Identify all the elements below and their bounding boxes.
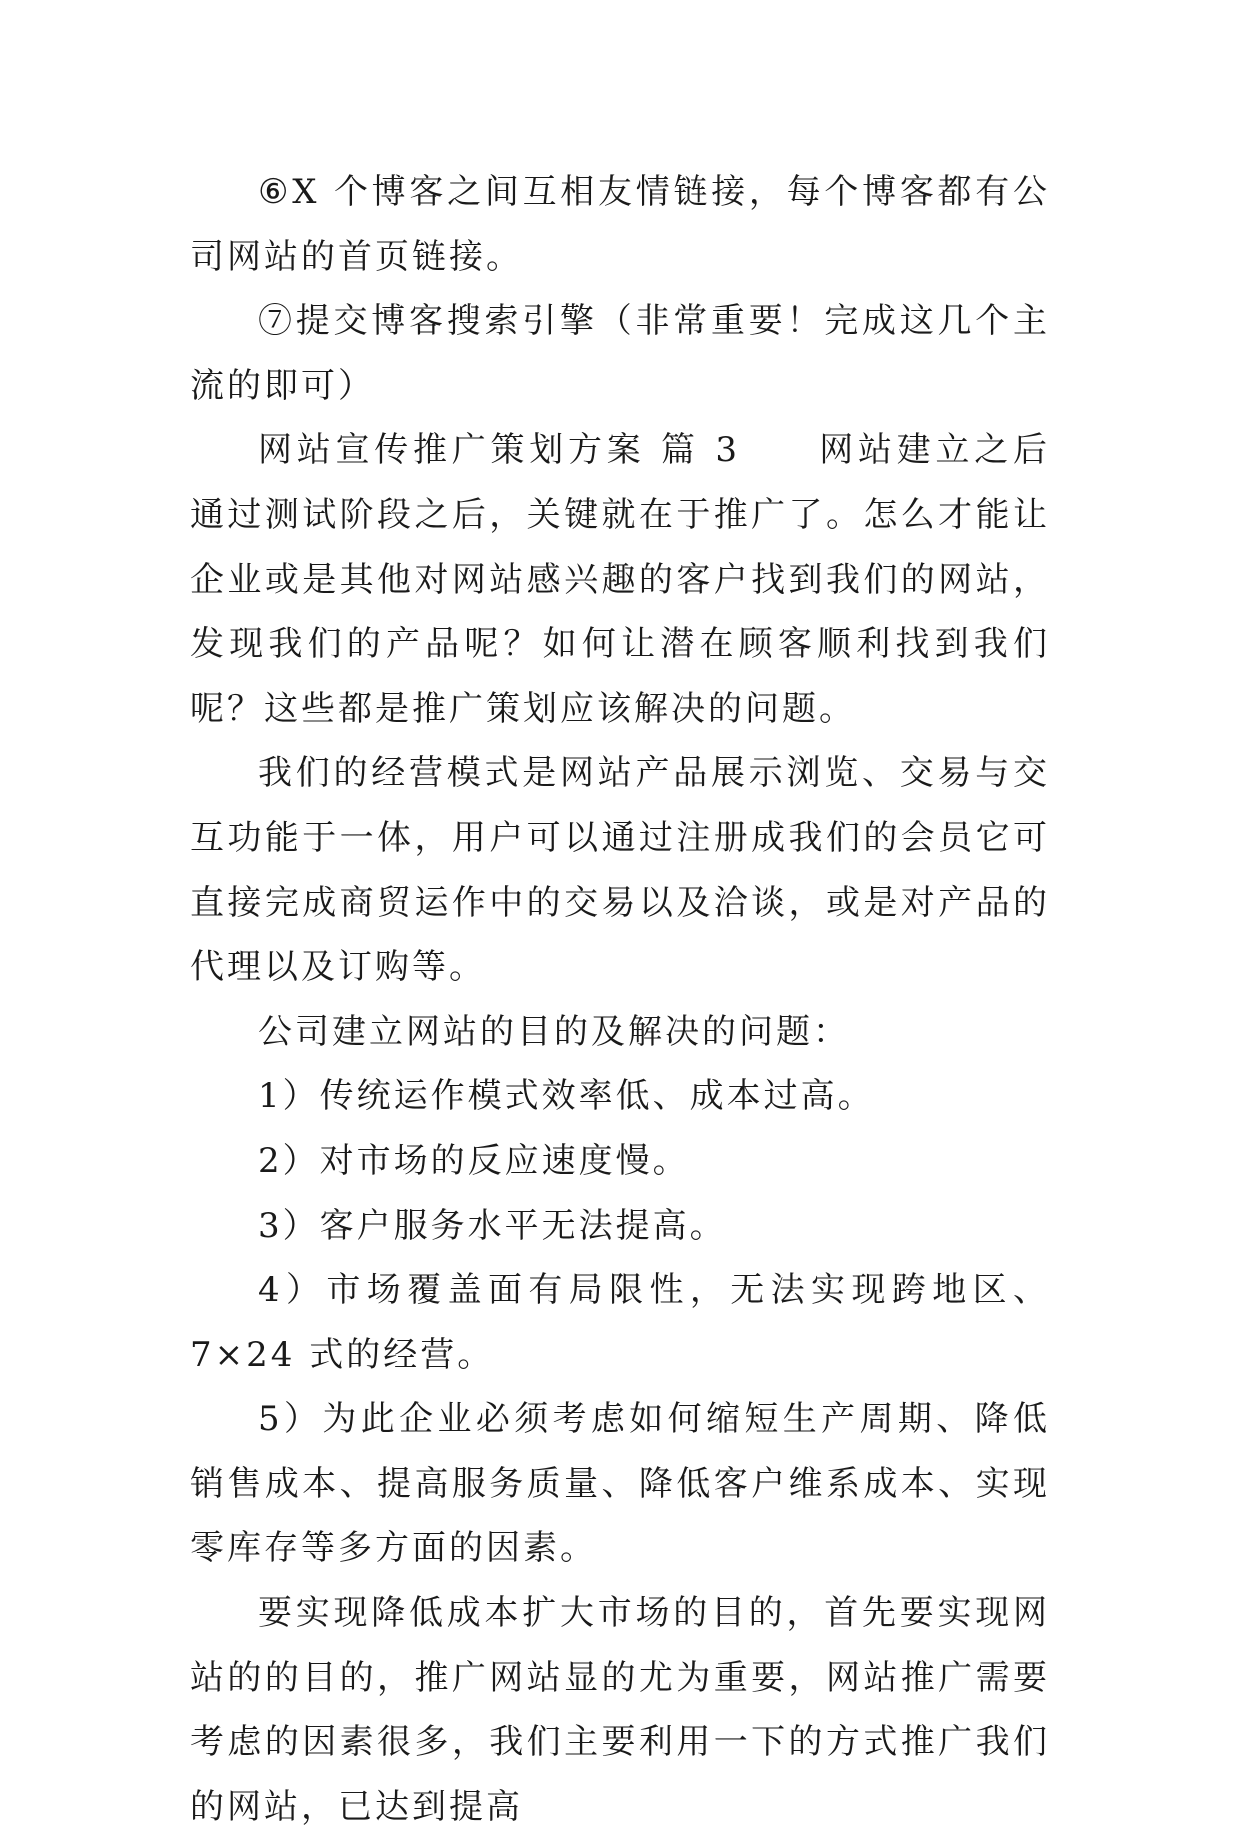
list-item-2: 2）对市场的反应速度慢。 [258, 1140, 690, 1181]
paragraph-submit-search-engines: ⑦提交博客搜索引擎（非常重要！完成这几个主流的即可） [190, 301, 1050, 406]
paragraph-blog-links: ⑥X 个博客之间互相友情链接，每个博客都有公司网站的首页链接。 [190, 172, 1050, 277]
list-item-1: 1）传统运作模式效率低、成本过高。 [258, 1076, 875, 1117]
document-body [190, 160, 1050, 1839]
list-item-5: 5）为此企业必须考虑如何缩短生产周期、降低销售成本、提高服务质量、降低客户维系成本、实现零库存等多方面的因素。 [190, 1399, 1050, 1569]
list-item-4: 4）市场覆盖面有局限性，无法实现跨地区、7×24 式的经营。 [190, 1270, 1050, 1375]
paragraph-plan-3-intro: 网站宣传推广策划方案 篇 3 网站建立之后通过测试阶段之后，关键就在于推广了。怎么才能让企业或是其他对网站感兴趣的客户找到我们的网站，发现我们的产品呢？如何让潜在顾客顺利找到我们呢？这些都是推广策划应该解决的问题。 [190, 430, 1050, 729]
paragraph-business-model: 我们的经营模式是网站产品展示浏览、交易与交互功能于一体，用户可以通过注册成我们的会员它可直接完成商贸运作中的交易以及洽谈，或是对产品的代理以及订购等。 [190, 753, 1050, 988]
list-item-3: 3）客户服务水平无法提高。 [258, 1205, 727, 1246]
paragraph-promotion-goal: 要实现降低成本扩大市场的目的，首先要实现网站的的目的，推广网站显的尤为重要，网站推广需要考虑的因素很多，我们主要利用一下的方式推广我们的网站，已达到提高 [190, 1593, 1050, 1827]
paragraph-goals-heading: 公司建立网站的目的及解决的问题： [258, 1011, 850, 1052]
